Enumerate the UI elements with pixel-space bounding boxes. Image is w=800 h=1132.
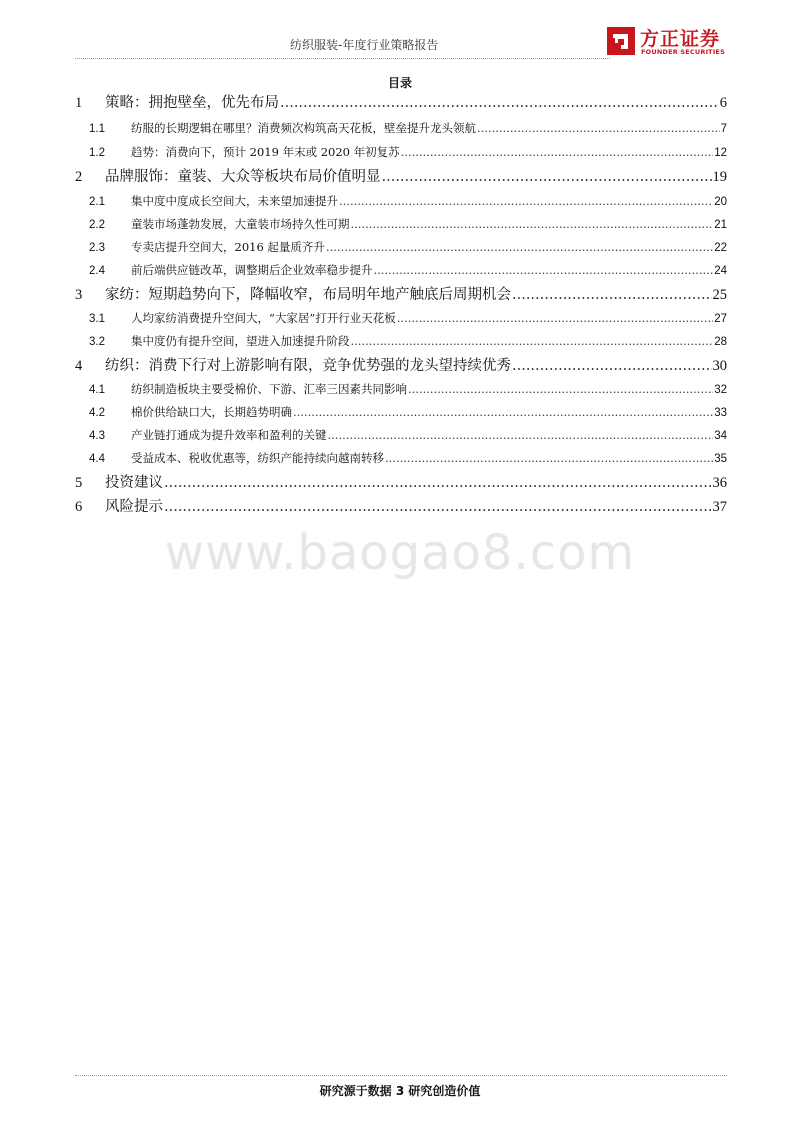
toc-entry[interactable] bbox=[75, 333, 727, 353]
toc-entry-number: 2.3 bbox=[89, 242, 105, 254]
toc-entry-title: 家纺：短期趋势向下，降幅收窄，布局明年地产触底后周期机会 bbox=[105, 287, 511, 303]
toc-entry-number: 3.2 bbox=[89, 336, 105, 348]
toc-entry-number: 3 bbox=[75, 287, 83, 303]
toc-dot-leader bbox=[397, 311, 713, 325]
toc-dot-leader bbox=[164, 499, 712, 515]
toc-entry-number: 1 bbox=[75, 95, 83, 111]
toc-entry[interactable] bbox=[75, 193, 727, 213]
toc-entry-title: 童装市场蓬勃发展，大童装市场持久性可期 bbox=[131, 217, 350, 231]
toc-dot-leader bbox=[477, 121, 720, 135]
toc-entry[interactable] bbox=[75, 216, 727, 236]
toc-dot-leader bbox=[339, 194, 713, 208]
toc-entry-title: 纺服的长期逻辑在哪里？消费频次构筑高天花板，壁垒提升龙头领航 bbox=[131, 121, 476, 135]
toc-entry-number: 4 bbox=[75, 358, 83, 374]
toc-entry-page: 37 bbox=[712, 499, 727, 515]
toc-entry[interactable] bbox=[75, 381, 727, 401]
toc-dot-leader bbox=[408, 382, 713, 396]
company-logo bbox=[606, 24, 728, 58]
toc-entry-title: 产业链打通成为提升效率和盈利的关键 bbox=[131, 428, 327, 442]
toc-entry-page: 22 bbox=[714, 242, 727, 254]
toc-entry-title: 受益成本、税收优惠等，纺织产能持续向越南转移 bbox=[131, 451, 384, 465]
toc-entry[interactable] bbox=[75, 165, 727, 189]
toc-entry[interactable] bbox=[75, 262, 727, 282]
toc-entry-page: 36 bbox=[712, 475, 727, 491]
toc-entry-number: 2.2 bbox=[89, 219, 105, 231]
toc-entry-page: 34 bbox=[714, 430, 727, 442]
toc-entry-page: 7 bbox=[720, 123, 727, 135]
toc-entry[interactable] bbox=[75, 144, 727, 164]
toc-entry[interactable] bbox=[75, 283, 727, 307]
toc-entry-title: 品牌服饰：童装、大众等板块布局价值明显 bbox=[105, 169, 381, 185]
toc-dot-leader bbox=[326, 240, 713, 254]
toc-dot-leader bbox=[164, 475, 712, 491]
toc-entry[interactable] bbox=[75, 354, 727, 378]
toc-entry-page: 21 bbox=[714, 219, 727, 231]
header-divider bbox=[75, 58, 610, 59]
report-header-title: 纺织服装-年度行业策略报告 bbox=[290, 38, 439, 52]
toc-entry-number: 1.1 bbox=[89, 123, 105, 135]
toc-entry-page: 24 bbox=[714, 265, 727, 277]
toc-entry-page: 6 bbox=[719, 95, 727, 111]
toc-entry-page: 32 bbox=[714, 384, 727, 396]
toc-entry-title: 趋势：消费向下，预计 2019 年末或 2020 年初复苏 bbox=[131, 145, 400, 159]
toc-entry[interactable] bbox=[75, 239, 727, 259]
toc-entry-page: 33 bbox=[714, 407, 727, 419]
toc-entry-title: 棉价供给缺口大，长期趋势明确 bbox=[131, 405, 292, 419]
toc-entry-title: 纺织制造板块主要受棉价、下游、汇率三因素共同影响 bbox=[131, 382, 407, 396]
toc-entry-title: 投资建议 bbox=[105, 475, 163, 491]
toc-entry-page: 12 bbox=[714, 147, 727, 159]
watermark-text: www.baogao8.com bbox=[164, 525, 636, 581]
toc-entry[interactable] bbox=[75, 91, 727, 115]
toc-dot-leader bbox=[401, 145, 714, 159]
toc-dot-leader bbox=[280, 95, 719, 111]
toc-entry-number: 5 bbox=[75, 475, 83, 491]
toc-entry-number: 4.1 bbox=[89, 384, 105, 396]
toc-entry-page: 27 bbox=[714, 313, 727, 325]
toc-dot-leader bbox=[351, 334, 714, 348]
toc-entry-page: 19 bbox=[712, 169, 727, 185]
logo-name-en: FOUNDER SECURITIES bbox=[641, 48, 725, 56]
toc-entry-title: 策略：拥抱壁垒，优先布局 bbox=[105, 95, 279, 111]
toc-dot-leader bbox=[351, 217, 714, 231]
toc-entry-title: 前后端供应链改革，调整期后企业效率稳步提升 bbox=[131, 263, 373, 277]
footer-divider bbox=[75, 1075, 727, 1076]
toc-entry[interactable] bbox=[75, 450, 727, 470]
toc-heading: 目录 bbox=[387, 76, 412, 90]
toc-entry[interactable] bbox=[75, 404, 727, 424]
toc-entry-page: 28 bbox=[714, 336, 727, 348]
toc-entry-title: 专卖店提升空间大，2016 起量质齐升 bbox=[131, 240, 325, 254]
toc-entry-number: 2 bbox=[75, 169, 83, 185]
toc-entry-number: 1.2 bbox=[89, 147, 105, 159]
toc-entry-page: 25 bbox=[712, 287, 727, 303]
toc-entry-number: 2.4 bbox=[89, 265, 105, 277]
toc-dot-leader bbox=[512, 358, 712, 374]
toc-entry-title: 集中度仍有提升空间，望进入加速提升阶段 bbox=[131, 334, 350, 348]
toc-entry-number: 6 bbox=[75, 499, 83, 515]
toc-entry[interactable] bbox=[75, 120, 727, 140]
toc-entry-page: 20 bbox=[714, 196, 727, 208]
toc-dot-leader bbox=[382, 169, 712, 185]
toc-entry-number: 4.3 bbox=[89, 430, 105, 442]
toc-entry-page: 30 bbox=[712, 358, 727, 374]
toc-entry[interactable] bbox=[75, 495, 727, 519]
toc-dot-leader bbox=[385, 451, 713, 465]
logo-mark-icon bbox=[606, 26, 636, 56]
toc-dot-leader bbox=[293, 405, 713, 419]
toc-entry[interactable] bbox=[75, 310, 727, 330]
page-footer: 研究源于数据 3 研究创造价值 bbox=[319, 1084, 481, 1098]
toc-entry-number: 2.1 bbox=[89, 196, 105, 208]
toc-entry-page: 35 bbox=[714, 453, 727, 465]
toc-dot-leader bbox=[374, 263, 714, 277]
toc-entry-title: 集中度中度成长空间大，未来望加速提升 bbox=[131, 194, 338, 208]
toc-entry[interactable] bbox=[75, 471, 727, 495]
toc-entry-title: 人均家纺消费提升空间大，“大家居”打开行业天花板 bbox=[131, 311, 396, 325]
toc-entry[interactable] bbox=[75, 427, 727, 447]
logo-name-cn: 方正证券 bbox=[640, 28, 721, 50]
toc-entry-number: 4.2 bbox=[89, 407, 105, 419]
toc-entry-title: 纺织：消费下行对上游影响有限，竞争优势强的龙头望持续优秀 bbox=[105, 358, 511, 374]
toc-entry-number: 4.4 bbox=[89, 453, 105, 465]
toc-dot-leader bbox=[512, 287, 712, 303]
toc-entry-number: 3.1 bbox=[89, 313, 105, 325]
toc-dot-leader bbox=[328, 428, 714, 442]
toc-entry-title: 风险提示 bbox=[105, 499, 163, 515]
